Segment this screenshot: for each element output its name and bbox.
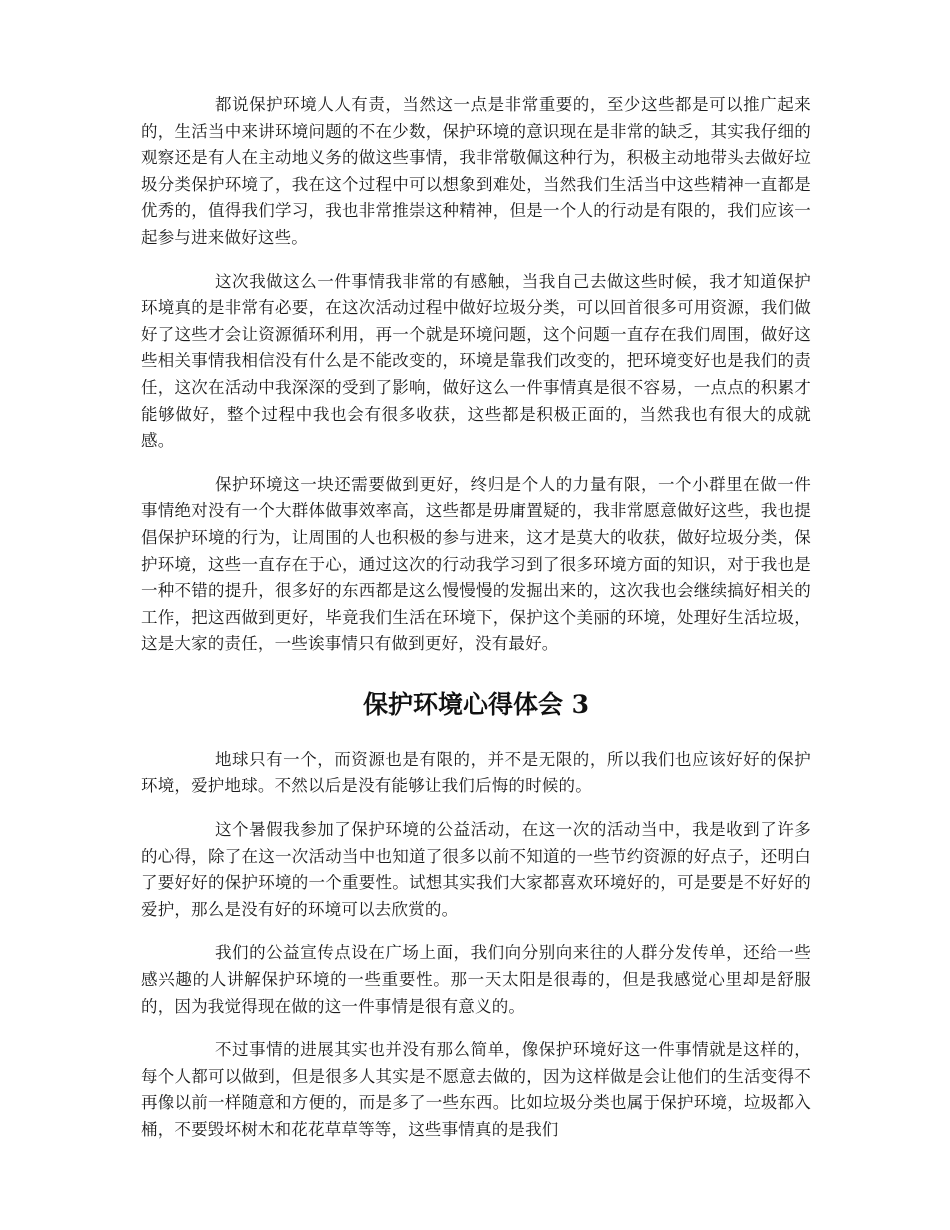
paragraph-7: 不过事情的进展其实也并没有那么简单，像保护环境好这一件事情就是这样的，每个人都可以做到，但是很多人其实是不愿意去做的，因为这样做是会让他们的生活变得不再像以前一样随意和方便的，而是多了一些东西。比如垃圾分类也属于保护环境，垃圾都入桶，不要毁坏树木和花花草草等等，这些事情真的是我们 — [141, 1040, 811, 1139]
paragraph-6: 我们的公益宣传点设在广场上面，我们向分别向来往的人群分发传单，还给一些感兴趣的人讲解保护环境的一些重要性。那一天太阳是很毒的，但是我感觉心里却是舒服的，因为我觉得现在做的这一件事情是很有意义的。 — [141, 943, 811, 1016]
paragraph-1: 都说保护环境人人有责，当然这一点是非常重要的，至少这些都是可以推广起来的，生活当中来讲环境问题的不在少数，保护环境的意识现在是非常的缺乏，其实我仔细的观察还是有人在主动地义务的做这些事情，我非常敬佩这种行为，积极主动地带头去做好垃圾分类保护环境了，我在这个过程中可以想象到难处，当然我们生活当中这些精神一直都是优秀的，值得我们学习，我也非常推崇这种精神，但是一个人的行动是有限的，我们应该一起参与进来做好这些。 — [141, 95, 811, 247]
section-heading — [141, 675, 811, 747]
section-title: 保护环境心得体会 3 — [362, 689, 590, 719]
paragraph-5: 这个暑假我参加了保护环境的公益活动，在这一次的活动当中，我是收到了许多的心得，除了在这一次活动当中也知道了很多以前不知道的一些节约资源的好点子，还明白了要好好的保护环境的一个重要性。试想其实我们大家都喜欢环境好的，可是要是不好好的爱护，那么是没有好的环境可以去欣赏的。 — [141, 820, 811, 919]
paragraph-4: 地球只有一个，而资源也是有限的，并不是无限的，所以我们也应该好好的保护环境，爱护地球。不然以后是没有能够让我们后悔的时候的。 — [141, 749, 811, 796]
document-body — [141, 92, 811, 1161]
paragraph-3: 保护环境这一块还需要做到更好，终归是个人的力量有限，一个小群里在做一件事情绝对没有一个大群体做事效率高，这些都是毋庸置疑的，我非常愿意做好这些，我也提倡保护环境的行为，让周围的人也积极的参与进来，这才是莫大的收获，做好垃圾分类，保护环境，这些一直存在于心，通过这次的行动我学习到了很多环境方面的知识，对于我也是一种不错的提升，很多好的东西都是这么慢慢慢的发掘出来的，这次我也会继续搞好相关的工作，把这西做到更好，毕竟我们生活在环境下，保护这个美丽的环境，处理好生活垃圾，这是大家的责任，一些诶事情只有做到更好，没有最好。 — [141, 474, 811, 654]
paragraph-2: 这次我做这么一件事情我非常的有感触，当我自己去做这些时候，我才知道保护环境真的是非常有必要，在这次活动过程中做好垃圾分类，可以回首很多可用资源，我们做好了这些才会让资源循环利用，再一个就是环境问题，这个问题一直存在我们周围，做好这些相关事情我相信没有什么是不能改变的，环境是靠我们改变的，把环境变好也是我们的责任，这次在活动中我深深的受到了影响，做好这么一件事情真是很不容易，一点点的积累才能够做好，整个过程中我也会有很多收获，这些都是积极正面的，当然我也有很大的成就感。 — [141, 271, 811, 451]
